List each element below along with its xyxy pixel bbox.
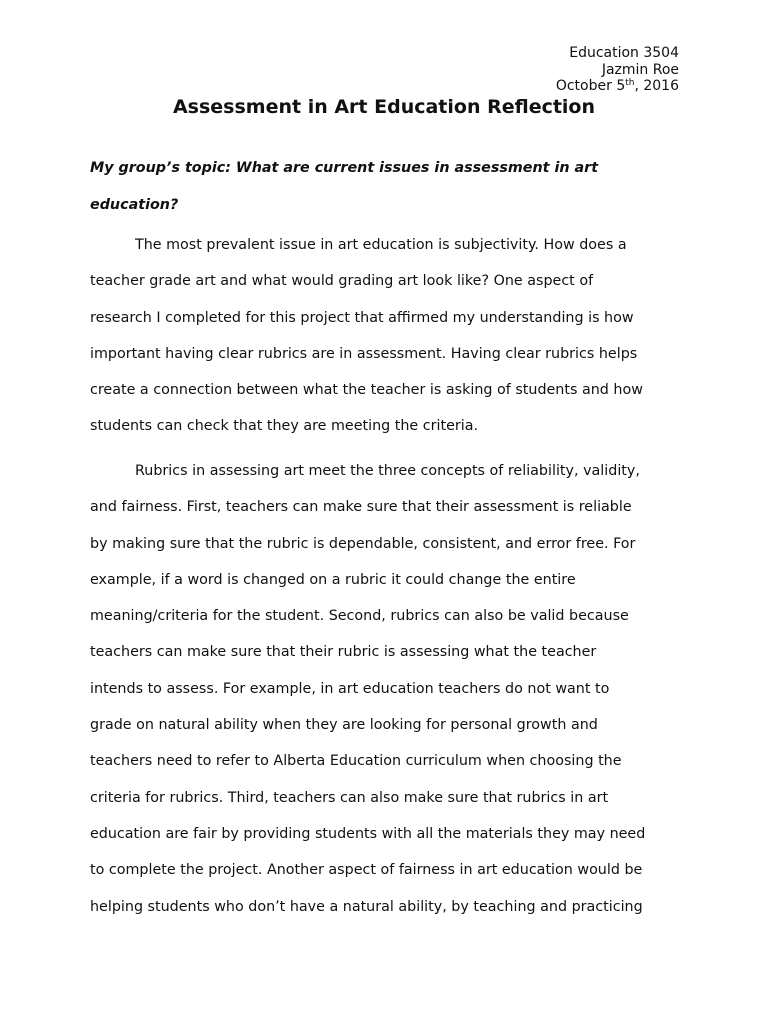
date-prefix: October 5 xyxy=(555,78,626,94)
paragraph-line: helping students who don’t have a natural ability, by teaching and practicing xyxy=(90,898,643,915)
paragraph-line: example, if a word is changed on a rubric it could change the entire xyxy=(90,571,576,588)
paragraph-line: meaning/criteria for the student. Second, rubrics can also be valid because xyxy=(90,608,629,625)
course-code: Education 3504 xyxy=(569,45,679,61)
paragraph-line: The most prevalent issue in art education is subjectivity. How does a xyxy=(135,237,627,253)
paragraph-line: teachers can make sure that their rubric is assessing what the teacher xyxy=(90,644,597,661)
paragraph-line: students can check that they are meeting the criteria. xyxy=(90,418,479,435)
paragraph-line: important having clear rubrics are in assessment. Having clear rubrics helps xyxy=(90,345,638,362)
paragraph-line: create a connection between what the teacher is asking of students and how xyxy=(90,382,643,399)
paragraph-line: research I completed for this project that affirmed my understanding is how xyxy=(90,309,634,326)
paragraph-line: teachers need to refer to Alberta Education curriculum when choosing the xyxy=(90,753,622,770)
document-title: Assessment in Art Education Reflection xyxy=(172,96,596,118)
paragraph-line: teacher grade art and what would grading art look like? One aspect of xyxy=(90,273,594,290)
paragraph-line: intends to assess. For example, in art education teachers do not want to xyxy=(90,680,610,697)
paragraph-line: by making sure that the rubric is dependable, consistent, and error free. For xyxy=(90,535,636,552)
topic-line: education? xyxy=(90,196,179,213)
body-paragraph-2 xyxy=(90,453,690,925)
paragraph-line: Rubrics in assessing art meet the three concepts of reliability, validity, xyxy=(135,463,640,479)
paragraph-line: grade on natural ability when they are looking for personal growth and xyxy=(90,717,598,734)
paragraph-line: to complete the project. Another aspect of fairness in art education would be xyxy=(90,862,643,879)
document-date xyxy=(556,78,679,95)
document-header xyxy=(556,45,679,95)
paragraph-line: education are fair by providing students with all the materials they may need xyxy=(90,825,646,842)
date-suffix: , 2016 xyxy=(634,78,679,94)
topic-line: My group’s topic: What are current issues in assessment in art xyxy=(90,160,599,176)
author-name: Jazmin Roe xyxy=(601,61,679,78)
paragraph-line: criteria for rubrics. Third, teachers can also make sure that rubrics in art xyxy=(90,789,609,806)
date-ordinal: th xyxy=(625,78,635,88)
paragraph-line: and fairness. First, teachers can make sure that their assessment is reliable xyxy=(90,499,632,516)
body-paragraph-1 xyxy=(90,227,690,445)
group-topic xyxy=(90,150,680,223)
